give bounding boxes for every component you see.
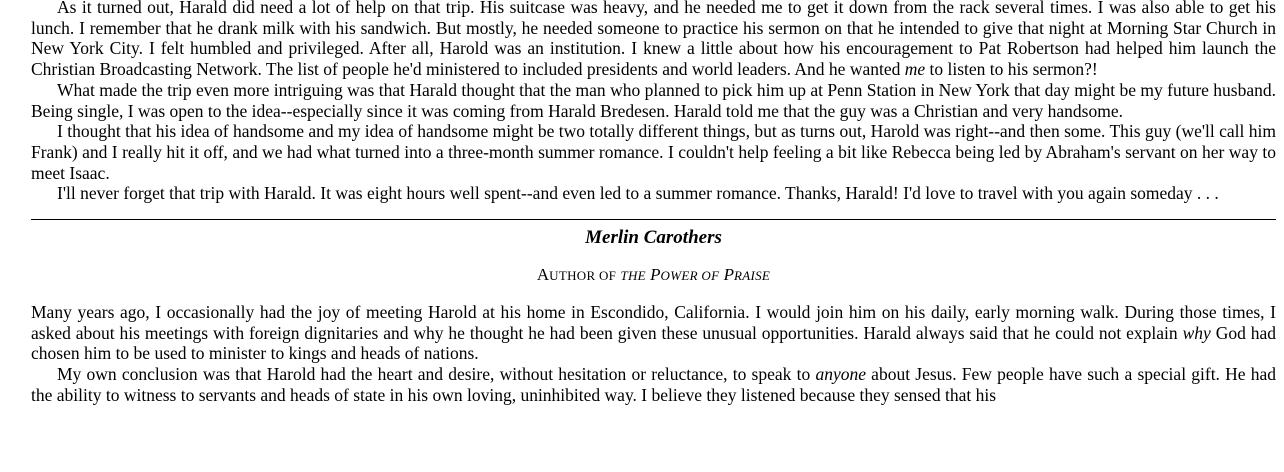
byline-text: UTHOR OF bbox=[549, 268, 617, 284]
text-run: about Jesus. Few people have such a special gift. He had the ability to witness to servants and heads of state in his own loving, uninhibited way. I believe they listened because they sensed that his bbox=[31, 364, 1277, 405]
essay-title: Merlin Carothers bbox=[585, 227, 722, 249]
book-title-part: OWER OF bbox=[660, 268, 720, 284]
text-run: What made the trip even more intriguing was that Harald thought that the man who planned to pick him up at Penn Station in New York that day might be my future husband. Being single, I was open to the idea--especially since it was coming from Harald Bredesen. Harald told me that the guy was a Christian and very handsome. bbox=[31, 79, 1276, 121]
emphasis-text: why bbox=[1182, 322, 1211, 343]
story-section bbox=[31, 0, 1276, 204]
text-run: As it turned out, Harald did need a lot of help on that trip. His suitcase was heavy, and he needed me to get it down from the rack several times. I was also able to get his lunch. I remember that he drank milk with his sandwich. But mostly, he needed someone to practice his sermon on that he intended to give that night at Morning Star Church in New York City. I felt humbled and privileged. After all, Harold was an institution. I knew a little about how his encouragement to Pat Robertson had helped him launch the Christian Broadcasting Network. The list of people he'd ministered to included presidents and world leaders. And he wanted bbox=[31, 0, 1276, 80]
document-page bbox=[31, 0, 1276, 406]
book-title-initial: P bbox=[650, 265, 661, 285]
emphasis-text: me bbox=[904, 59, 926, 80]
paragraph bbox=[31, 80, 1276, 121]
paragraph bbox=[31, 183, 1276, 204]
emphasis-text: anyone bbox=[815, 364, 866, 385]
text-run: to listen to his sermon?! bbox=[925, 59, 1098, 80]
text-run: God had chosen him to be used to minister to kings and heads of nations. bbox=[31, 322, 1277, 364]
byline-initial: A bbox=[536, 265, 550, 285]
author-byline bbox=[31, 265, 1276, 286]
book-title-initial: P bbox=[723, 265, 734, 285]
book-title-the: THE bbox=[620, 268, 646, 284]
section-divider bbox=[31, 219, 1276, 220]
paragraph bbox=[31, 302, 1276, 364]
book-title bbox=[620, 265, 770, 284]
paragraph bbox=[31, 364, 1276, 405]
paragraph bbox=[31, 121, 1276, 183]
text-run: Many years ago, I occasionally had the joy of meeting Harold at his home in Escondido, California. I would join him on his daily, early morning walk. During those times, I asked about his meetings with foreign dignitaries and why he thought he had been given these unusual opportunities. Harald always said that he could not explain bbox=[31, 302, 1276, 343]
text-run: I thought that his idea of handsome and my idea of handsome might be two totally different things, but as turns out, Harold was right--and then some. This guy (we'll call him Frank) and I really hit it off, and we had what turned into a three-month summer romance. I couldn't help feeling a bit like Rebecca being led by Abraham's servant on her way to meet Isaac. bbox=[31, 121, 1276, 183]
paragraph bbox=[31, 0, 1276, 80]
text-run: I'll never forget that trip with Harald. It was eight hours well spent--and even led to a summer romance. Thanks, Harald! I'd love to travel with you again someday . . . bbox=[57, 183, 1219, 204]
book-title-part: RAISE bbox=[733, 268, 771, 284]
essay-body bbox=[31, 302, 1276, 406]
text-run: My own conclusion was that Harold had the heart and desire, without hesitation or reluctance, to speak to bbox=[57, 364, 816, 385]
